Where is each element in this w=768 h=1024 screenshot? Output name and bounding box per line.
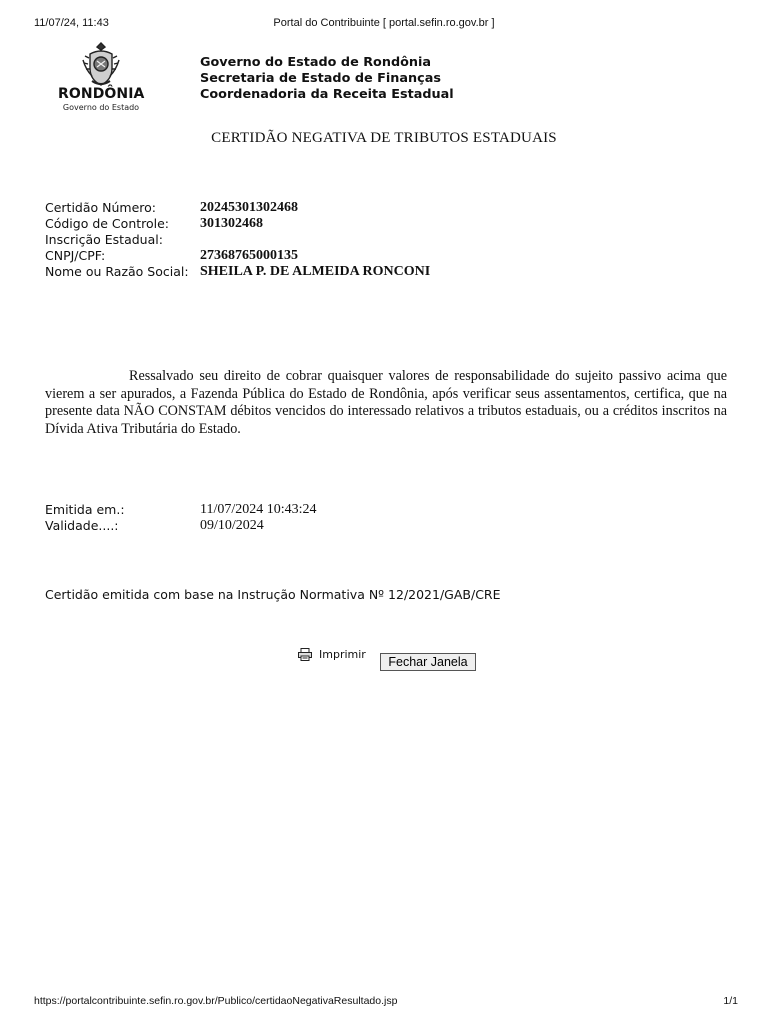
normative-reference: Certidão emitida com base na Instrução Normativa Nº 12/2021/GAB/CRE — [45, 587, 501, 602]
print-datetime: 11/07/24, 11:43 — [34, 17, 109, 29]
print-page-title: Portal do Contribuinte [ portal.sefin.ro.gov.br ] — [273, 17, 495, 29]
cnpj-value: 27368765000135 — [200, 248, 298, 263]
org-line-secretariat: Secretaria de Estado de Finanças — [200, 71, 441, 86]
close-window-button[interactable]: Fechar Janela — [380, 653, 476, 671]
emitida-value: 11/07/2024 10:43:24 — [200, 502, 317, 517]
print-url: https://portalcontribuinte.sefin.ro.gov.br/Publico/certidaoNegativaResultado.jsp — [34, 995, 398, 1007]
certificate-body-paragraph: Ressalvado seu direito de cobrar quaisquer valores de responsabilidade do sujeito passivo acima que vierem a ser apurados, a Fazenda Pública do Estado de Rondônia, após verificar seus assentamentos, certifica, que na presente data NÃO CONSTAM débitos vencidos do interessado relativos a tributos estaduais, ou a créditos inscritos na Dívida Ativa Tributária do Estado. — [45, 368, 727, 437]
org-header — [200, 55, 454, 103]
nome-value: SHEILA P. DE ALMEIDA RONCONI — [200, 264, 431, 279]
rondonia-logo — [58, 40, 144, 116]
print-link-label: Imprimir — [319, 648, 366, 661]
print-link[interactable] — [298, 648, 366, 661]
controle-value: 301302468 — [200, 216, 263, 231]
print-page-number: 1/1 — [723, 995, 738, 1007]
printer-icon — [298, 648, 312, 661]
org-line-government: Governo do Estado de Rondônia — [200, 55, 432, 70]
logo-name: RONDÔNIA — [58, 86, 145, 102]
nome-label: Nome ou Razão Social: — [45, 264, 189, 279]
logo-subtitle: Governo do Estado — [62, 103, 140, 112]
certificate-body — [45, 368, 727, 438]
validade-value: 09/10/2024 — [200, 518, 264, 533]
document-title: CERTIDÃO NEGATIVA DE TRIBUTOS ESTADUAIS — [211, 130, 557, 146]
numero-label: Certidão Número: — [45, 200, 157, 215]
state-crest-icon — [79, 40, 123, 88]
numero-value: 20245301302468 — [200, 200, 298, 215]
controle-label: Código de Controle: — [45, 216, 170, 231]
cnpj-label: CNPJ/CPF: — [45, 248, 106, 263]
validade-label: Validade....: — [45, 518, 119, 533]
org-line-coordination: Coordenadoria da Receita Estadual — [200, 87, 454, 102]
emitida-label: Emitida em.: — [45, 502, 125, 517]
inscricao-label: Inscrição Estadual: — [45, 232, 163, 247]
